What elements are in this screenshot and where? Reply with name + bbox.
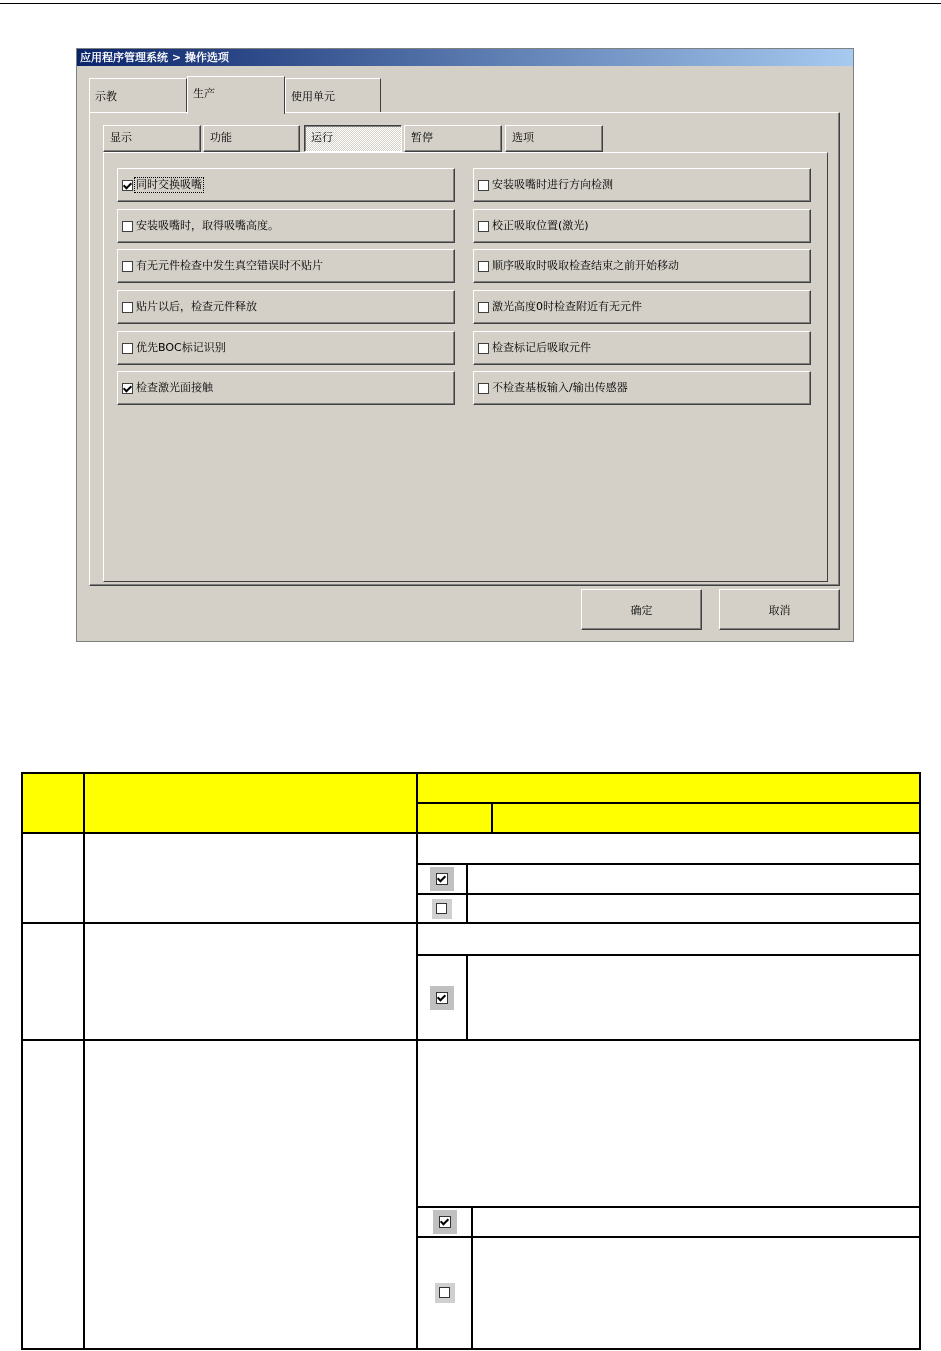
subtab-label: 显示 — [110, 131, 132, 144]
option-check-release-after-placement[interactable] — [117, 290, 455, 324]
checkbox[interactable] — [122, 343, 133, 354]
option-check-nearby-parts-at-zero-laser-height[interactable] — [473, 290, 811, 324]
row-2-option-1-text-cell — [468, 956, 919, 1039]
option-label: 有无元件检查中发生真空错误时不贴片 — [136, 259, 323, 272]
checkbox-icon — [435, 1283, 455, 1303]
option-label: 优先BOC标记识别 — [136, 341, 226, 354]
row-3-item-cell — [85, 1041, 416, 1348]
title-bar[interactable] — [77, 49, 853, 66]
option-prioritize-boc-mark-recognition[interactable] — [117, 331, 455, 365]
checkbox-box — [436, 992, 448, 1004]
row-1-no-cell — [23, 834, 83, 922]
checkbox[interactable] — [122, 180, 133, 191]
row-3-option-2-checkbox-cell — [418, 1238, 471, 1348]
row-2-item-cell — [85, 924, 416, 1039]
row-1-option-2-checkbox-cell — [418, 895, 466, 922]
option-label: 不检查基板输入/输出传感器 — [492, 381, 628, 394]
option-correct-pickup-position-laser[interactable] — [473, 209, 811, 243]
subtab-display[interactable] — [103, 125, 201, 152]
row-2-description-cell — [418, 924, 919, 954]
tab-label: 使用单元 — [291, 90, 335, 103]
subtab-label: 功能 — [210, 131, 232, 144]
settings-table — [21, 772, 921, 1350]
option-label: 检查标记后吸取元件 — [492, 341, 591, 354]
option-simultaneous-nozzle-exchange[interactable] — [117, 168, 455, 202]
option-label: 顺序吸取时吸取检查结束之前开始移动 — [492, 259, 679, 272]
option-label: 同时交换吸嘴 — [136, 178, 202, 191]
checkbox[interactable] — [122, 383, 133, 394]
option-move-before-pickup-check-ends[interactable] — [473, 249, 811, 283]
checkbox-box — [436, 903, 447, 914]
tab-teach[interactable] — [89, 78, 187, 112]
tab-label: 示教 — [95, 90, 117, 103]
checkbox[interactable] — [478, 302, 489, 313]
ok-button-label: 确定 — [630, 603, 653, 617]
subtab-function[interactable] — [203, 125, 300, 152]
subtab-label: 运行 — [311, 131, 333, 144]
checkbox[interactable] — [122, 221, 133, 232]
checkbox-icon — [432, 899, 452, 919]
checkbox[interactable] — [478, 221, 489, 232]
row-1-option-2-text-cell — [468, 895, 919, 922]
row-2-option-1-checkbox-cell — [418, 956, 466, 1039]
subtab-run[interactable] — [304, 125, 402, 152]
row-1-option-1-checkbox-cell — [418, 865, 466, 893]
subtab-options[interactable] — [505, 125, 603, 152]
checkbox[interactable] — [122, 302, 133, 313]
row-3-option-1-checkbox-cell — [418, 1208, 471, 1236]
option-skip-board-io-sensor-check[interactable] — [473, 371, 811, 405]
option-direction-check-on-nozzle-mount[interactable] — [473, 168, 811, 202]
header-setting-sub-right-cell — [493, 804, 919, 832]
cancel-button[interactable] — [719, 589, 840, 630]
row-3-no-cell — [23, 1041, 83, 1348]
option-label: 贴片以后，检查元件释放 — [136, 300, 257, 313]
row-3-description-cell — [418, 1041, 919, 1206]
row-2-no-cell — [23, 924, 83, 1039]
subtab-label: 选项 — [512, 131, 534, 144]
option-label: 安装吸嘴时，取得吸嘴高度。 — [136, 219, 279, 232]
option-get-nozzle-height-on-mount[interactable] — [117, 209, 455, 243]
subtab-pause[interactable] — [404, 125, 502, 152]
header-setting-cell — [418, 774, 919, 802]
checkbox-box — [439, 1287, 450, 1298]
operation-options-dialog — [76, 48, 854, 642]
cancel-button-label: 取消 — [768, 603, 791, 617]
option-check-laser-surface-contact[interactable] — [117, 371, 455, 405]
page-header-rule — [0, 3, 941, 4]
tab-label: 生产 — [193, 87, 215, 100]
subtab-label: 暂停 — [411, 131, 433, 144]
row-1-item-cell — [85, 834, 416, 922]
row-3-option-1-text-cell — [473, 1208, 919, 1236]
checkbox[interactable] — [478, 383, 489, 394]
checkbox[interactable] — [122, 261, 133, 272]
checkbox-box — [439, 1216, 451, 1228]
row-1-option-1-text-cell — [468, 865, 919, 893]
ok-button[interactable] — [581, 589, 702, 630]
checkbox-box — [436, 873, 448, 885]
checkbox[interactable] — [478, 343, 489, 354]
header-no-cell — [23, 774, 83, 832]
window-title: 应用程序管理系统 > 操作选项 — [80, 51, 229, 64]
option-label: 校正吸取位置(激光) — [492, 219, 589, 232]
checkbox-icon — [433, 1210, 457, 1234]
option-label: 安装吸嘴时进行方向检测 — [492, 178, 613, 191]
option-label: 激光高度0时检查附近有无元件 — [492, 300, 642, 313]
row-1-description-cell — [418, 834, 919, 863]
checkbox-icon — [430, 867, 454, 891]
option-skip-placement-on-vacuum-error[interactable] — [117, 249, 455, 283]
option-pickup-after-mark-check[interactable] — [473, 331, 811, 365]
option-label: 检查激光面接触 — [136, 381, 213, 394]
header-item-cell — [85, 774, 416, 832]
run-options-panel — [103, 152, 828, 582]
tab-production[interactable] — [187, 76, 285, 114]
checkbox[interactable] — [478, 261, 489, 272]
row-3-option-2-text-cell — [473, 1238, 919, 1348]
header-setting-sub-left-cell — [418, 804, 491, 832]
checkbox-icon — [430, 986, 454, 1010]
checkbox[interactable] — [478, 180, 489, 191]
tab-unit[interactable] — [285, 78, 381, 112]
